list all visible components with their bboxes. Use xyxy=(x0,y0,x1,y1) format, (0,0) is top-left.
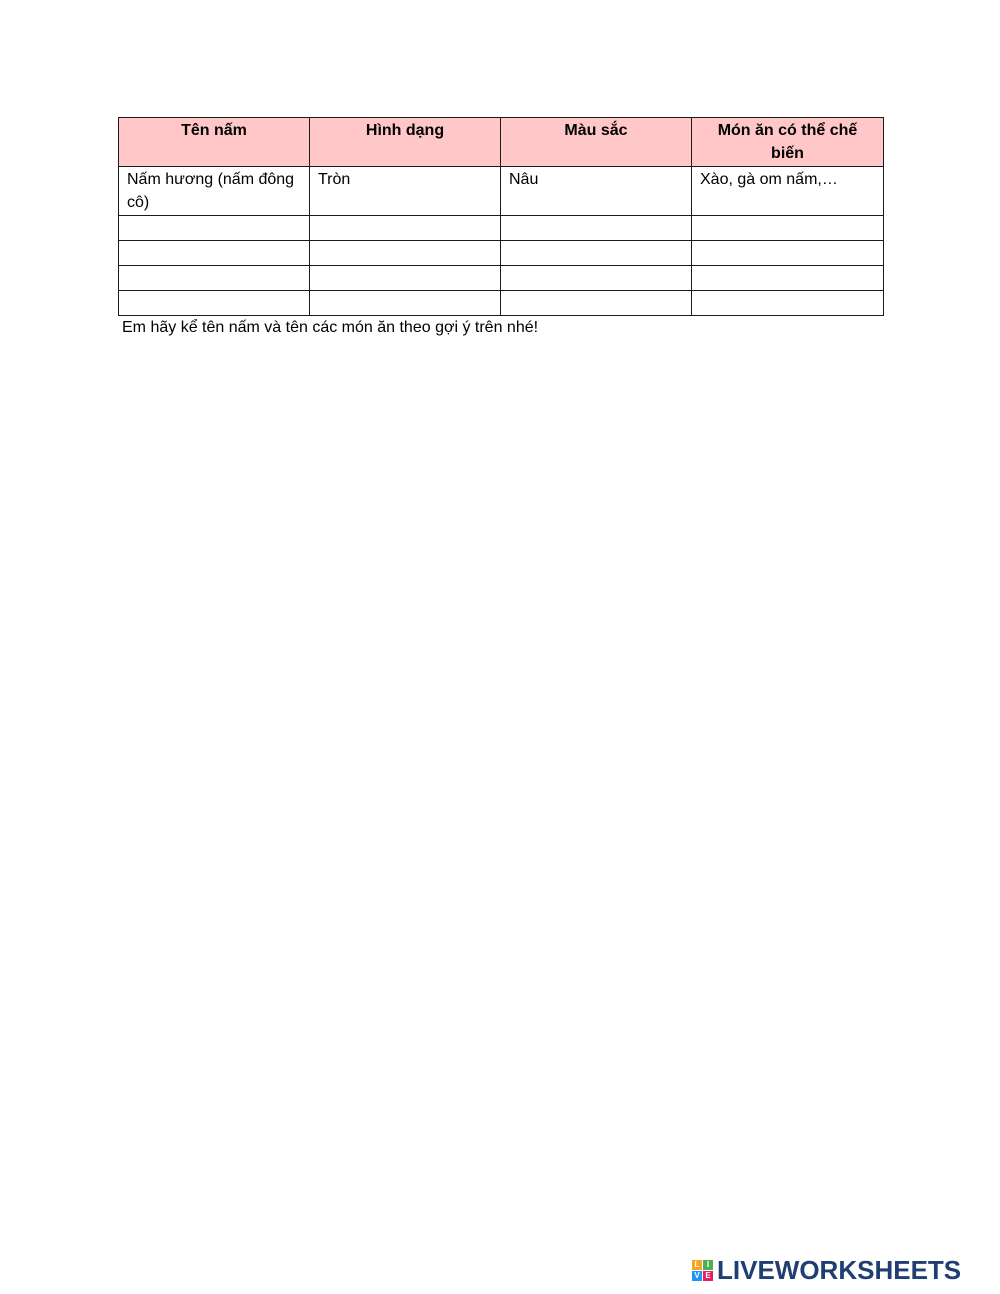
cell-mushroom-name-input[interactable] xyxy=(119,266,310,291)
header-shape: Hình dạng xyxy=(310,118,501,167)
logo-block: L xyxy=(692,1260,702,1270)
table-row xyxy=(119,266,884,291)
header-dishes: Món ăn có thể chế biến xyxy=(692,118,884,167)
cell-dishes-input[interactable] xyxy=(692,291,884,316)
mushroom-table xyxy=(118,117,884,316)
cell-shape-input[interactable] xyxy=(310,291,501,316)
cell-shape: Tròn xyxy=(310,167,501,216)
header-color: Màu sắc xyxy=(501,118,692,167)
table-row xyxy=(119,216,884,241)
table-row xyxy=(119,241,884,266)
instruction-text: Em hãy kể tên nấm và tên các món ăn theo gợi ý trên nhé! xyxy=(122,319,539,336)
cell-shape-input[interactable] xyxy=(310,266,501,291)
cell-shape-input[interactable] xyxy=(310,241,501,266)
logo-blocks-icon xyxy=(692,1260,713,1281)
cell-color-input[interactable] xyxy=(501,266,692,291)
cell-mushroom-name-input[interactable] xyxy=(119,241,310,266)
logo-block: V xyxy=(692,1271,702,1281)
logo-block: I xyxy=(703,1260,713,1270)
table-header-row xyxy=(119,118,884,167)
cell-color-input[interactable] xyxy=(501,216,692,241)
cell-color: Nâu xyxy=(501,167,692,216)
cell-color-input[interactable] xyxy=(501,291,692,316)
cell-mushroom-name: Nấm hương (nấm đông cô) xyxy=(119,167,310,216)
cell-dishes: Xào, gà om nấm,… xyxy=(692,167,884,216)
cell-mushroom-name-input[interactable] xyxy=(119,216,310,241)
table-row xyxy=(119,167,884,216)
cell-mushroom-name-input[interactable] xyxy=(119,291,310,316)
logo-text: LIVEWORKSHEETS xyxy=(717,1255,962,1285)
header-mushroom-name: Tên nấm xyxy=(119,118,310,167)
cell-dishes-input[interactable] xyxy=(692,266,884,291)
cell-shape-input[interactable] xyxy=(310,216,501,241)
cell-color-input[interactable] xyxy=(501,241,692,266)
cell-dishes-input[interactable] xyxy=(692,216,884,241)
liveworksheets-logo xyxy=(692,1256,961,1284)
cell-dishes-input[interactable] xyxy=(692,241,884,266)
logo-block: E xyxy=(703,1271,713,1281)
table-row xyxy=(119,291,884,316)
